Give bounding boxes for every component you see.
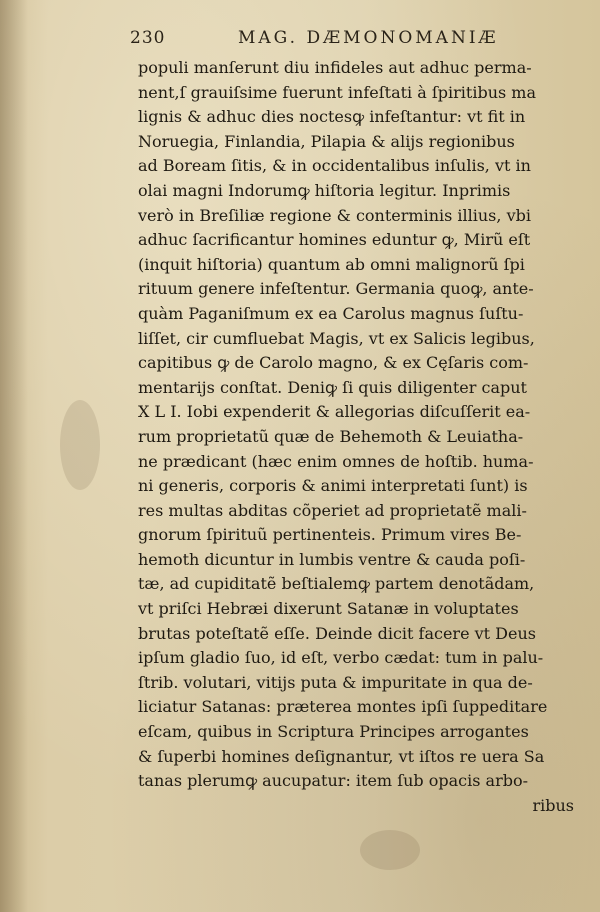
text-line: rum proprietatũ quæ de Behemoth & Leuiatha- (138, 426, 524, 446)
text-line: verò in Breſiliæ regione & conterminis illius, vbi (138, 205, 531, 225)
page-number: 230 (130, 28, 166, 48)
text-line: Noruegia, Finlandia, Pilapia & alijs regionibus (138, 131, 515, 151)
text-line: & ſuperbi homines deſignantur, vt iſtos re uera Sa (138, 746, 545, 766)
text-line: ne prædicant (hæc enim omnes de hoſtib. huma- (138, 451, 534, 471)
text-line: adhuc ſacrificantur homines eduntur ꝙ, Mirũ eſt (138, 230, 531, 250)
text-line: olai magni Indorumꝙ hiſtoria legitur. Inprimis (138, 180, 511, 200)
text-line: lignis & adhuc dies noctesꝙ infeſtantur: vt fit in (138, 107, 526, 127)
text-line: brutas poteſtatẽ eſſe. Deinde dicit facere vt Deus (138, 623, 536, 643)
body-text (138, 56, 578, 818)
text-line: (inquit hiſtoria) quantum ab omni malignorũ ſpi (138, 254, 525, 274)
text-line: ni generis, corporis & animi interpretati ſunt) is (138, 476, 528, 496)
paper-stain (360, 830, 420, 870)
catchword: ribus (532, 795, 574, 815)
paper-stain (60, 400, 100, 490)
page-header (130, 28, 530, 52)
text-line: quàm Paganiſmum ex ea Carolus magnus ſuſtu- (138, 303, 524, 323)
text-line: res multas abditas cõperiet ad proprietatẽ mali- (138, 500, 527, 520)
text-line: mentarijs conſtat. Deniꝙ ſi quis diligenter caput (138, 377, 527, 397)
text-line: liciatur Satanas: præterea montes ipſi ſuppeditare (138, 697, 548, 717)
text-line: vt priſci Hebræi dixerunt Satanæ in voluptates (138, 599, 519, 619)
text-line: ipſum gladio ſuo, id eſt, verbo cædat: tum in palu- (138, 648, 544, 668)
text-line: gnorum ſpirituũ pertinenteis. Primum vires Be- (138, 525, 522, 545)
text-line: tanas plerumꝙ aucupatur: item ſub opacis arbo- (138, 771, 529, 791)
text-line: liſſet, cir cumfluebat Magis, vt ex Salicis legibus, (138, 328, 535, 348)
text-line: ad Boream ſitis, & in occidentalibus inſulis, vt in (138, 156, 531, 176)
text-line: rituum genere infeſtentur. Germania quoꝙ, ante- (138, 279, 534, 299)
text-line: ſtrib. volutari, vitijs puta & impuritate in qua de- (138, 672, 533, 692)
text-line: populi manſerunt diu infideles aut adhuc perma- (138, 58, 532, 77)
text-line: X L I. Iobi expenderit & allegorias diſcuſſerit ea- (138, 402, 531, 422)
running-title: MAG. DÆMONOMANIÆ (238, 28, 499, 48)
text-line: capitibus ꝙ de Carolo magno, & ex Cęſaris com- (138, 353, 529, 373)
gutter-shadow (0, 0, 28, 912)
text-line: hemoth dicuntur in lumbis ventre & cauda poſi- (138, 549, 526, 569)
text-line: tæ, ad cupiditatẽ beſtialemꝙ partem denotãdam, (138, 574, 535, 594)
text-line: nent,ſ grauiſsime fuerunt infeſtati à ſpiritibus ma (138, 82, 537, 102)
text-line: eſcam, quibus in Scriptura Principes arrogantes (138, 722, 529, 742)
